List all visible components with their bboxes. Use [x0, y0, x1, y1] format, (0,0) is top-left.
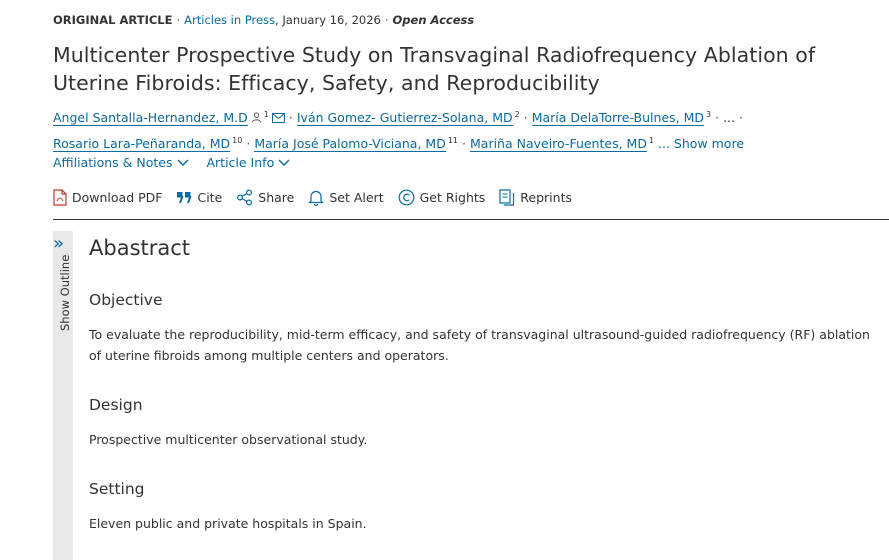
set-alert-button[interactable]: Set Alert — [308, 189, 383, 206]
article-title: Multicenter Prospective Study on Transvaginal Radiofrequency Ablation of Uterine Fibroids: Efficacy, Safety, and Reproducibility — [53, 43, 816, 95]
abstract-heading: Abastract — [89, 236, 191, 260]
objective-heading: Objective — [89, 291, 163, 309]
setting-text: Eleven public and private hospitals in Spain. — [89, 516, 367, 531]
affiliations-toggle[interactable]: Affiliations & Notes — [53, 155, 189, 170]
abstract-section — [89, 236, 879, 534]
design-heading: Design — [89, 396, 143, 414]
share-icon — [236, 189, 253, 206]
author-link[interactable]: María José Palomo-Viciana, MD — [254, 136, 446, 152]
author-list — [53, 104, 883, 155]
copyright-icon — [398, 189, 415, 206]
setting-heading: Setting — [89, 480, 145, 498]
reprints-button[interactable]: Reprints — [499, 189, 572, 206]
get-rights-button[interactable]: Get Rights — [398, 189, 486, 206]
author-link[interactable]: María DelaTorre-Bulnes, MD — [531, 110, 704, 126]
quote-icon — [176, 191, 192, 204]
article-info-bar — [53, 155, 304, 170]
email-icon[interactable] — [272, 108, 285, 130]
article-info-toggle[interactable]: Article Info — [206, 155, 290, 170]
article-meta: ORIGINAL ARTICLE · Articles in Press, January 16, 2026 · Open Access — [53, 13, 475, 27]
bell-icon — [308, 189, 324, 206]
show-more-authors-link[interactable]: ... Show more — [658, 136, 745, 152]
show-outline-label[interactable]: Show Outline — [58, 254, 72, 331]
articles-in-press-link[interactable]: Articles in Press — [184, 13, 276, 27]
authors-ellipsis: ... — [723, 110, 735, 126]
author-link[interactable]: Angel Santalla-Hernandez, M.D — [53, 110, 248, 126]
author-link[interactable]: Iván Gomez- Gutierrez-Solana, MD — [296, 110, 513, 126]
chevron-down-icon — [177, 159, 189, 167]
design-text: Prospective multicenter observational study. — [89, 432, 368, 447]
open-access-label: Open Access — [392, 13, 475, 27]
chevron-down-icon — [278, 159, 290, 167]
share-button[interactable]: Share — [236, 189, 294, 206]
author-link[interactable]: Mariña Naveiro-Fuentes, MD — [470, 136, 647, 152]
author-line-2: Rosario Lara-Peñaranda, MD $^{10}$ · María José Palomo-Viciana, MD $^{11}$ · Mariña Naveiro-Fuentes, MD $^1$ ... Show more — [53, 136, 745, 152]
download-pdf-button[interactable]: Download PDF — [53, 189, 162, 206]
person-icon[interactable] — [251, 108, 262, 130]
article-type: ORIGINAL ARTICLE — [53, 13, 173, 27]
toolbar-divider — [53, 219, 889, 220]
author-link[interactable]: Rosario Lara-Peñaranda, MD — [53, 136, 231, 152]
author-line-1: Angel Santalla-Hernandez, M.D $^1$ · Iván Gomez- Gutierrez-Solana, MD $^2$ · María DelaTorre-Bulnes, MD $^3$ · ... · — [53, 104, 883, 130]
reprints-icon — [499, 189, 515, 206]
article-toolbar — [53, 189, 572, 206]
objective-text: To evaluate the reproducibility, mid-term efficacy, and safety of transvaginal ultrasound-guided radiofrequency (RF) ablation of uterine fibroids among multiple centers and operators. — [89, 327, 870, 363]
pdf-icon — [53, 189, 67, 206]
outline-sidebar[interactable] — [53, 231, 73, 560]
publication-date: , January 16, 2026 — [275, 13, 381, 27]
double-chevron-right-icon[interactable]: » — [53, 233, 65, 254]
cite-button[interactable]: Cite — [176, 189, 222, 206]
